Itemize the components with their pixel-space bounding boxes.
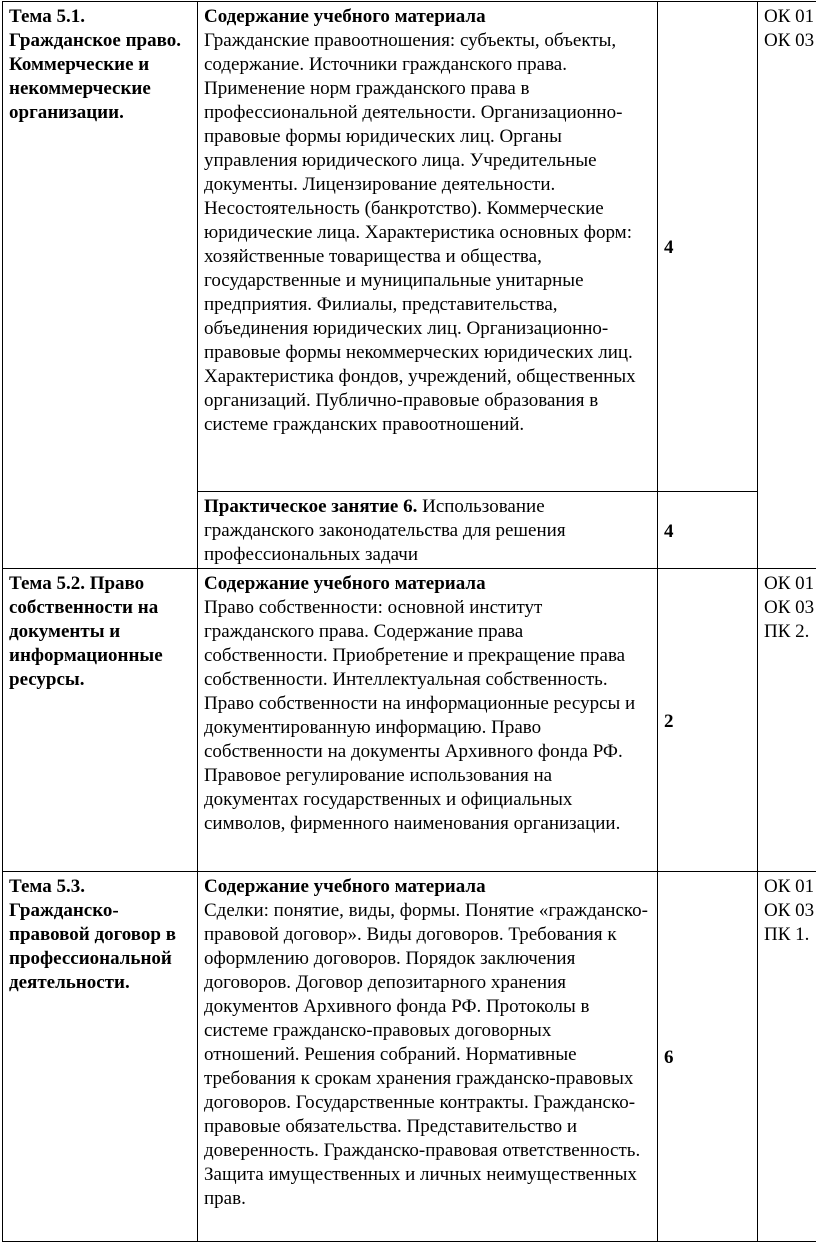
content-text: Право собственности: основной институт гражданского права. Содержание права собственности. Приобретение и прекращение права собственности. Интеллектуальная собственность. Право собственности на информационные ресурсы и документированную информацию. Право собственности на документы Архивного фонда РФ. Правовое регулирование использования на документах государственных и официальных символов, фирменного наименования организации. <box>204 597 636 834</box>
topic-cell <box>3 872 198 1242</box>
hours-value: 6 <box>664 1047 674 1068</box>
content-heading: Содержание учебного материала <box>204 6 486 27</box>
content-heading: Содержание учебного материала <box>204 573 486 594</box>
competence-code: ОК 03 <box>764 30 815 51</box>
competence-code: ОК 03 <box>764 597 815 618</box>
practice-hours-value: 4 <box>664 520 674 542</box>
content-cell <box>198 872 658 1242</box>
competence-codes-cell <box>758 2 816 569</box>
content-text: Гражданские правоотношения: субъекты, объекты, содержание. Источники гражданского права. Применение норм гражданского права в профессиональной деятельности. Организационно-правовые формы юридических лиц. Органы управления юридического лица. Учредительные документы. Лицензирование деятельности. Несостоятельность (банкротство). Коммерческие юридические лица. Характеристика основных форм: хозяйственные товарищества и общества, государственные и муниципальные унитарные предприятия. Филиалы, представительства, объединения юридических лиц. Организационно-правовые формы некоммерческих юридических лиц. Характеристика фондов, учреждений, общественных организаций. Публично-правовые образования в системе гражданских правоотношений. <box>204 30 636 435</box>
competence-code: ОК 01 <box>764 6 815 27</box>
topic-title: Тема 5.2. Право собственности на документы и информационные ресурсы. <box>9 573 163 690</box>
content-heading: Содержание учебного материала <box>204 876 486 897</box>
hours-cell <box>658 569 758 872</box>
competence-code: ПК 1. <box>764 924 810 945</box>
hours-value: 2 <box>664 710 674 732</box>
competence-code: ОК 03 <box>764 900 815 921</box>
hours-cell <box>658 872 758 1242</box>
competence-codes-cell <box>758 569 816 872</box>
topic-title: Тема 5.3. Гражданско-правовой договор в профессиональной деятельности. <box>9 876 177 993</box>
content-text: Сделки: понятие, виды, формы. Понятие «гражданско-правовой договор». Виды договоров. Требования к оформлению договоров. Порядок заключения договоров. Договор депозитарного хранения документов Архивного фонда РФ. Протоколы в системе гражданско-правовых договорных отношений. Решения собраний. Нормативные требования к срокам хранения гражданско-правовых договоров. Государственные контракты. Гражданско-правовые обязательства. Представительство и доверенность. Гражданско-правовая ответственность. Защита имущественных и личных неимущественных прав. <box>204 900 648 1209</box>
practice-hours-cell <box>658 492 758 569</box>
table-row <box>3 569 816 872</box>
curriculum-table <box>2 1 816 1242</box>
hours-cell <box>658 2 758 492</box>
competence-code: ПК 2. <box>764 621 810 642</box>
practice-text: Использование гражданского законодательства для решения профессиональных задачи <box>204 496 566 565</box>
topic-title: Тема 5.1. Гражданское право. Коммерческие и некоммерческие организации. <box>9 6 182 123</box>
content-cell <box>198 2 658 492</box>
hours-value: 4 <box>664 237 674 258</box>
table-row <box>3 2 816 492</box>
content-cell <box>198 569 658 872</box>
topic-cell <box>3 569 198 872</box>
topic-cell <box>3 2 198 569</box>
table-row <box>3 872 816 1242</box>
competence-code: ОК 01 <box>764 876 815 897</box>
practice-title: Практическое занятие 6. <box>204 496 418 517</box>
practice-cell <box>198 492 658 569</box>
competence-codes-cell <box>758 872 816 1242</box>
competence-code: ОК 01 <box>764 573 815 594</box>
